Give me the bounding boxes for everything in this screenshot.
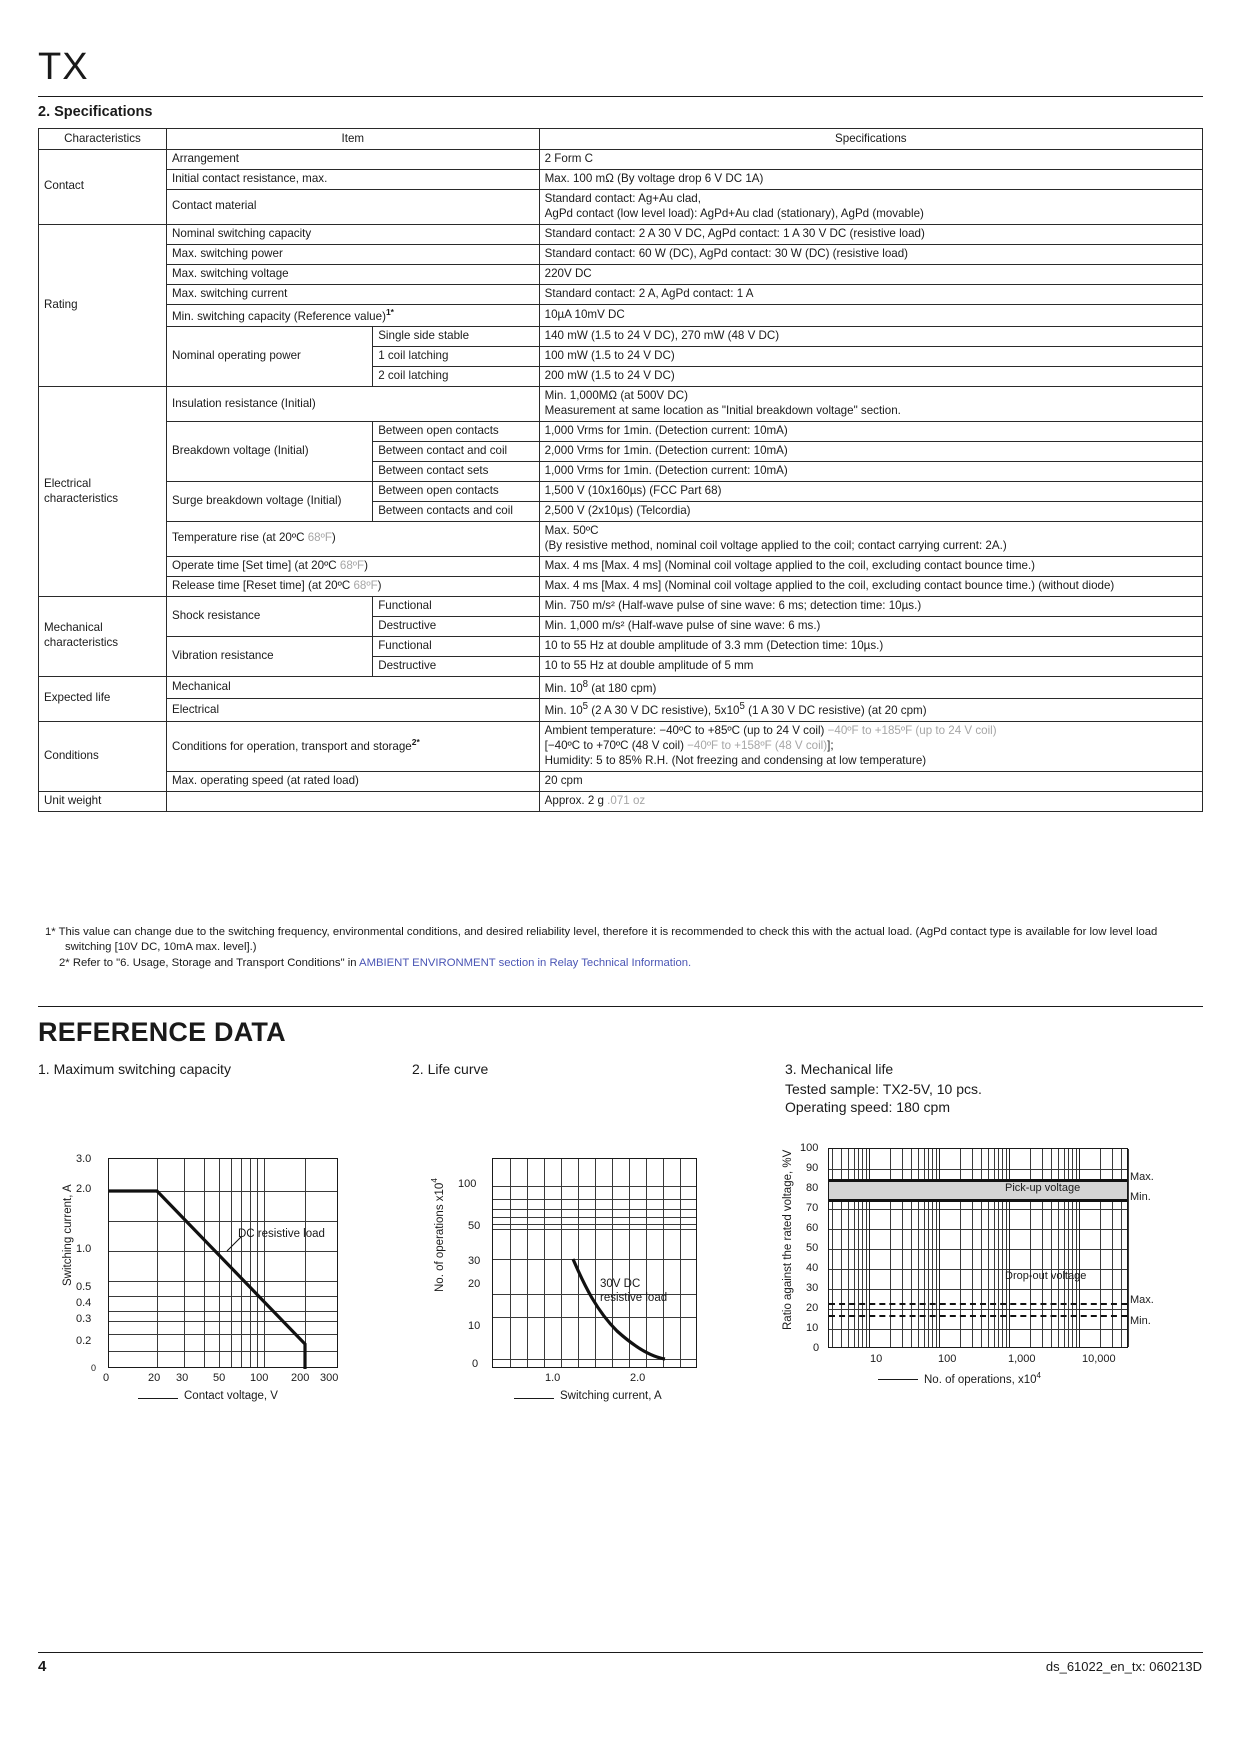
- chart3-pickup-min-line: [829, 1199, 1127, 1202]
- chart2-curve-30v-dc-resistive-load: [493, 1159, 698, 1369]
- chart3-dropout-max-line: [829, 1303, 1127, 1305]
- item-cell: Max. switching current: [167, 284, 540, 304]
- specification-cell: Min. $10^8$ (at 180 cpm): [539, 676, 1202, 699]
- specification-cell: 200 mW (1.5 to 24 V DC): [539, 367, 1202, 387]
- specification-cell: 20 cpm: [539, 771, 1202, 791]
- chart2-title: 2. Life curve: [412, 1061, 489, 1077]
- chart2-annotation-line1: 30V DC: [600, 1278, 641, 1290]
- sub-item-cell: 1 coil latching: [373, 347, 539, 367]
- chart2-y-axis-label-text: No. of operations x10: [433, 1182, 446, 1292]
- sub-item-cell: Single side stable: [373, 327, 539, 347]
- table-row: [39, 224, 1203, 244]
- specification-cell: Min. 750 m/s² (Half-wave pulse of sine wave: 6 ms; detection time: 10µs.): [539, 596, 1202, 616]
- chart3-subtitle-1: Tested sample: TX2-5V, 10 pcs.: [785, 1081, 982, 1097]
- chart1-ytick-0.3: 0.3: [76, 1313, 92, 1325]
- chart3-title: 3. Mechanical life: [785, 1061, 894, 1077]
- chart1-origin-marker: 0: [91, 1363, 97, 1373]
- sub-item-cell: 2 coil latching: [373, 367, 539, 387]
- specifications-table: [38, 128, 1203, 812]
- column-header-specifications: Specifications: [539, 129, 1202, 150]
- chart3-side-label-dropout-min: Min.: [1130, 1315, 1151, 1327]
- specification-cell: Max. 4 ms [Max. 4 ms] (Nominal coil voltage applied to the coil, excluding contact bounce time.): [539, 556, 1202, 576]
- chart3-xtick-10000: 10,000: [1082, 1353, 1116, 1365]
- table-row: [39, 387, 1203, 422]
- chart3-ytick-40: 40: [806, 1262, 819, 1274]
- top-divider: [38, 96, 1203, 97]
- chart1-ytick-1.0: 1.0: [76, 1243, 92, 1255]
- sub-item-cell: Between open contacts: [373, 422, 539, 442]
- table-row: [39, 422, 1203, 442]
- item-cell: Max. switching power: [167, 244, 540, 264]
- sub-item-cell: Destructive: [373, 616, 539, 636]
- page-number: 4: [38, 1658, 47, 1675]
- chart3-ytick-70: 70: [806, 1202, 819, 1214]
- chart3-side-label-pickup-min: Min.: [1130, 1191, 1151, 1203]
- chart1-x-label-leader: [138, 1398, 178, 1399]
- sub-item-cell: Between contact sets: [373, 462, 539, 482]
- specification-cell: 2,500 V (2x10µs) (Telcordia): [539, 502, 1202, 522]
- footnote-1: 1* This value can change due to the switching frequency, environmental conditions, and desired reliability level, therefore it is recommended to check this with the actual load. (AgPd contact type is available for low level load switching [10V DC, 10mA max. level].): [45, 926, 1158, 954]
- item-cell: Shock resistance: [167, 596, 373, 636]
- chart1-curve-dc-resistive-load: [109, 1159, 339, 1369]
- chart2-ytick-10: 10: [468, 1320, 481, 1332]
- table-row: [39, 244, 1203, 264]
- specification-cell: 10µA 10mV DC: [539, 304, 1202, 327]
- characteristic-cell: Expected life: [39, 676, 167, 721]
- chart3-ytick-90: 90: [806, 1162, 819, 1174]
- gridline-h: [829, 1309, 1127, 1310]
- chart3-annotation-dropout-voltage: Drop-out voltage: [1005, 1270, 1087, 1282]
- reference-divider: [38, 1006, 1203, 1007]
- chart1-ytick-0.2: 0.2: [76, 1335, 92, 1347]
- characteristic-cell: Mechanical characteristics: [39, 596, 167, 676]
- chart1-ytick-2.0: 2.0: [76, 1183, 92, 1195]
- document-code: ds_61022_en_tx: 060213D: [1045, 1659, 1202, 1674]
- chart3-side-label-dropout-max: Max.: [1130, 1294, 1154, 1306]
- table-row: [39, 556, 1203, 576]
- chart3-ytick-0: 0: [813, 1342, 820, 1354]
- chart1-annotation-dc-resistive-load: DC resistive load: [238, 1228, 325, 1240]
- characteristic-cell: Unit weight: [39, 791, 167, 811]
- chart3-xtick-1000: 1,000: [1008, 1353, 1036, 1365]
- chart3-ytick-100: 100: [800, 1142, 819, 1154]
- table-row: [39, 304, 1203, 327]
- chart2-x-label-leader: [514, 1398, 554, 1399]
- item-cell: Release time [Reset time] (at 20ºC 68ºF): [167, 576, 540, 596]
- chart2-x-axis-label: Switching current, A: [560, 1390, 662, 1402]
- gridline-h: [829, 1329, 1127, 1330]
- chart3-ytick-20: 20: [806, 1302, 819, 1314]
- footnote-2: [45, 956, 1205, 971]
- chart1-ytick-0.5: 0.5: [76, 1281, 92, 1293]
- chart2-plot-area: [492, 1158, 697, 1368]
- chart3-x-axis-exponent: 4: [1036, 1371, 1041, 1380]
- specification-cell: 10 to 55 Hz at double amplitude of 5 mm: [539, 656, 1202, 676]
- table-row: [39, 150, 1203, 170]
- chart2-y-axis-label: [430, 1150, 446, 1320]
- specification-cell: Max. 100 mΩ (By voltage drop 6 V DC 1A): [539, 170, 1202, 190]
- item-cell: Electrical: [167, 699, 540, 722]
- item-cell: Temperature rise (at 20ºC 68ºF): [167, 522, 540, 557]
- chart1-plot-area: [108, 1158, 338, 1368]
- specification-cell: 2,000 Vrms for 1min. (Detection current: 10mA): [539, 442, 1202, 462]
- chart3-xtick-10: 10: [870, 1353, 883, 1365]
- specification-cell: 2 Form C: [539, 150, 1202, 170]
- gridline-v: [1128, 1149, 1129, 1347]
- sub-item-cell: Between contact and coil: [373, 442, 539, 462]
- chart3-x-axis-label-text: No. of operations, x10: [924, 1373, 1037, 1386]
- chart3-ytick-10: 10: [806, 1322, 819, 1334]
- footer-divider: [38, 1652, 1203, 1653]
- table-row: [39, 771, 1203, 791]
- chart-maximum-switching-capacity: [38, 1130, 378, 1420]
- chart3-x-label-leader: [878, 1379, 918, 1380]
- sub-item-cell: Functional: [373, 596, 539, 616]
- table-row: [39, 676, 1203, 699]
- item-cell: Arrangement: [167, 150, 540, 170]
- sub-item-cell: Destructive: [373, 656, 539, 676]
- chart2-xtick-2.0: 2.0: [630, 1372, 646, 1384]
- specification-cell: Standard contact: 2 A 30 V DC, AgPd contact: 1 A 30 V DC (resistive load): [539, 224, 1202, 244]
- chart1-xtick-0: 0: [103, 1372, 110, 1384]
- chart1-xtick-50: 50: [213, 1372, 226, 1384]
- specification-cell: 140 mW (1.5 to 24 V DC), 270 mW (48 V DC): [539, 327, 1202, 347]
- specification-cell: Standard contact: 2 A, AgPd contact: 1 A: [539, 284, 1202, 304]
- footnotes: [45, 925, 1205, 971]
- chart3-ytick-50: 50: [806, 1242, 819, 1254]
- specification-cell: Max. 50ºC (By resistive method, nominal coil voltage applied to the coil; contact carrying current: 2A.): [539, 522, 1202, 557]
- chart-mechanical-life: [760, 1130, 1210, 1420]
- chart2-ytick-50: 50: [468, 1220, 481, 1232]
- specification-cell: 1,500 V (10x160µs) (FCC Part 68): [539, 482, 1202, 502]
- chart3-side-label-pickup-max: Max.: [1130, 1171, 1154, 1183]
- item-cell: Nominal operating power: [167, 327, 373, 387]
- chart3-plot-area: [828, 1148, 1128, 1348]
- product-title: TX: [38, 46, 89, 88]
- chart3-ytick-30: 30: [806, 1282, 819, 1294]
- item-cell: [167, 791, 540, 811]
- chart2-ytick-100: 100: [458, 1178, 477, 1190]
- table-row: [39, 170, 1203, 190]
- item-cell: Vibration resistance: [167, 636, 373, 676]
- reference-data-heading: REFERENCE DATA: [38, 1017, 286, 1047]
- sub-item-cell: Functional: [373, 636, 539, 656]
- specification-cell: 10 to 55 Hz at double amplitude of 3.3 mm (Detection time: 10µs.): [539, 636, 1202, 656]
- item-cell: Insulation resistance (Initial): [167, 387, 540, 422]
- specification-cell: 1,000 Vrms for 1min. (Detection current: 10mA): [539, 462, 1202, 482]
- item-cell: Operate time [Set time] (at 20ºC 68ºF): [167, 556, 540, 576]
- specification-cell: Min. 1,000 m/s² (Half-wave pulse of sine wave: 6 ms.): [539, 616, 1202, 636]
- gridline-h: [829, 1249, 1127, 1250]
- specification-cell: 1,000 Vrms for 1min. (Detection current: 10mA): [539, 422, 1202, 442]
- table-row: [39, 596, 1203, 616]
- gridline-h: [829, 1169, 1127, 1170]
- table-row: [39, 722, 1203, 771]
- chart3-ytick-80: 80: [806, 1182, 819, 1194]
- chart1-xtick-20: 20: [148, 1372, 161, 1384]
- item-cell: Min. switching capacity (Reference value)$^{1*}$: [167, 304, 540, 327]
- chart2-annotation-line2: resistive load: [600, 1292, 668, 1304]
- specification-cell: Standard contact: 60 W (DC), AgPd contact: 30 W (DC) (resistive load): [539, 244, 1202, 264]
- item-cell: Contact material: [167, 190, 540, 225]
- item-cell: Initial contact resistance, max.: [167, 170, 540, 190]
- chart3-pickup-band: [829, 1179, 1127, 1199]
- chart3-y-axis-label-text: Ratio against the rated voltage, %V: [782, 1149, 794, 1331]
- table-row: [39, 699, 1203, 722]
- chart1-xtick-200: 200: [291, 1372, 310, 1384]
- characteristic-cell: Contact: [39, 150, 167, 225]
- chart-life-curve: [412, 1130, 742, 1420]
- chart1-x-axis-label: Contact voltage, V: [184, 1390, 278, 1402]
- footnote-2-link[interactable]: AMBIENT ENVIRONMENT section in Relay Technical Information.: [359, 956, 692, 969]
- chart2-ytick-30: 30: [468, 1255, 481, 1267]
- chart3-dropout-min-line: [829, 1315, 1127, 1317]
- footnote-marker: 2*: [411, 737, 420, 748]
- column-header-item: Item: [167, 129, 540, 150]
- specification-cell: Max. 4 ms [Max. 4 ms] (Nominal coil voltage applied to the coil, excluding contact bounce time.) (without diode): [539, 576, 1202, 596]
- chart3-y-axis-label: [782, 1140, 794, 1340]
- characteristic-cell: Rating: [39, 224, 167, 387]
- chart1-y-axis-label: Switching current, A: [62, 1184, 74, 1286]
- characteristic-cell: Electrical characteristics: [39, 387, 167, 596]
- chart3-xtick-100: 100: [938, 1353, 957, 1365]
- table-row: [39, 327, 1203, 347]
- table-row: [39, 576, 1203, 596]
- item-cell: Conditions for operation, transport and storage$^{2*}$: [167, 722, 540, 771]
- table-row: [39, 264, 1203, 284]
- chart3-x-axis-label: [924, 1371, 1041, 1386]
- gridline-h: [829, 1209, 1127, 1210]
- chart1-title: 1. Maximum switching capacity: [38, 1061, 231, 1077]
- item-cell: Mechanical: [167, 676, 540, 699]
- gridline-h: [829, 1229, 1127, 1230]
- chart3-subtitle-2: Operating speed: 180 cpm: [785, 1099, 950, 1115]
- specification-cell: 220V DC: [539, 264, 1202, 284]
- sub-item-cell: Between contacts and coil: [373, 502, 539, 522]
- specification-cell: Min. 1,000MΩ (at 500V DC) Measurement at same location as "Initial breakdown voltage" section.: [539, 387, 1202, 422]
- specification-cell: 100 mW (1.5 to 24 V DC): [539, 347, 1202, 367]
- chart2-ytick-20: 20: [468, 1278, 481, 1290]
- footnote-marker: 1*: [385, 306, 394, 317]
- chart1-xtick-30: 30: [176, 1372, 189, 1384]
- table-row: [39, 482, 1203, 502]
- chart1-ytick-3.0: 3.0: [76, 1153, 92, 1165]
- gridline-h: [829, 1289, 1127, 1290]
- specification-cell: Ambient temperature: −40ºC to +85ºC (up to 24 V coil) −40ºF to +185ºF (up to 24 V coil) [−40ºC to +70ºC (48 V coil) −40ºF to +158ºF (48 V coil)]; Humidity: 5 to 85% R.H. (Not freezing and condensing at low temperature): [539, 722, 1202, 771]
- specification-cell: Standard contact: Ag+Au clad, AgPd contact (low level load): AgPd+Au clad (stationary), AgPd (movable): [539, 190, 1202, 225]
- section-title: 2. Specifications: [38, 104, 153, 120]
- item-cell: Max. operating speed (at rated load): [167, 771, 540, 791]
- chart1-ytick-0.4: 0.4: [76, 1297, 92, 1309]
- chart3-annotation-pickup-voltage: Pick-up voltage: [1005, 1182, 1081, 1194]
- sub-item-cell: Between open contacts: [373, 482, 539, 502]
- table-row: [39, 636, 1203, 656]
- chart3-pickup-max-line: [829, 1179, 1127, 1182]
- chart1-xtick-100: 100: [250, 1372, 269, 1384]
- item-cell: Nominal switching capacity: [167, 224, 540, 244]
- characteristic-cell: Conditions: [39, 722, 167, 791]
- table-row: [39, 190, 1203, 225]
- table-row: [39, 791, 1203, 811]
- chart2-ytick-0: 0: [472, 1358, 479, 1370]
- footnote-2-text: 2* Refer to "6. Usage, Storage and Transport Conditions" in: [59, 956, 360, 969]
- column-header-characteristics: Characteristics: [39, 129, 167, 150]
- table-header-row: [39, 129, 1203, 150]
- specification-cell: Min. $10^5$ (2 A 30 V DC resistive), $5x10^5$ (1 A 30 V DC resistive) (at 20 cpm): [539, 699, 1202, 722]
- chart3-ytick-60: 60: [806, 1222, 819, 1234]
- table-row: [39, 522, 1203, 557]
- item-cell: Surge breakdown voltage (Initial): [167, 482, 373, 522]
- specification-cell: Approx. 2 g .071 oz: [539, 791, 1202, 811]
- chart2-xtick-1.0: 1.0: [545, 1372, 561, 1384]
- chart1-xtick-300: 300: [320, 1372, 339, 1384]
- chart2-y-axis-exponent: 4: [430, 1178, 439, 1183]
- table-row: [39, 284, 1203, 304]
- item-cell: Max. switching voltage: [167, 264, 540, 284]
- item-cell: Breakdown voltage (Initial): [167, 422, 373, 482]
